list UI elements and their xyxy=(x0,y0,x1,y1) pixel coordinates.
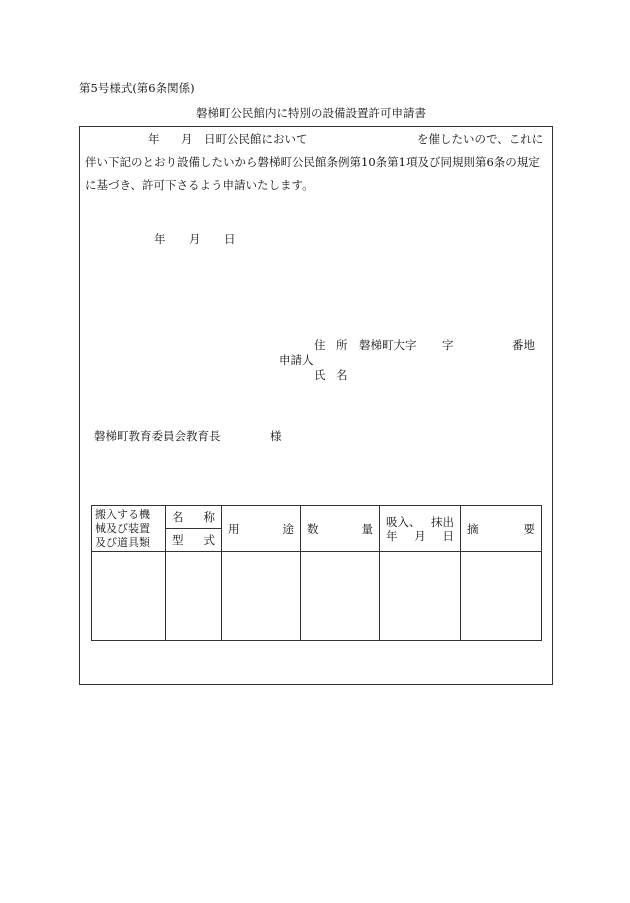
inout-date-cell xyxy=(380,552,461,641)
model-header-char-1: 型 xyxy=(172,533,184,547)
remarks-header-char-1: 摘 xyxy=(467,521,479,536)
equipment-table xyxy=(91,505,542,641)
body-month: 月 xyxy=(181,132,193,146)
name-header-char-2: 称 xyxy=(203,510,215,524)
body-line-2: 伴い下記のとおり設備したいから磐梯町公民館条例第10条第1項及び同規則第6条の規定 xyxy=(85,155,540,169)
inout-header-year: 年 xyxy=(386,528,398,543)
address-label-2: 所 xyxy=(336,338,348,352)
body-day-facility: 日町公民館において xyxy=(204,132,308,146)
date-month: 月 xyxy=(189,232,201,246)
name-model-cell xyxy=(166,552,222,641)
quantity-header-char-2: 量 xyxy=(361,521,373,536)
name-label-1: 氏 xyxy=(314,368,326,382)
addressee-recipient: 磐梯町教育委員会教育長 xyxy=(94,429,221,443)
body-line-3: に基づき、許可下さるよう申請いたします。 xyxy=(85,178,314,192)
remarks-header xyxy=(461,506,542,552)
usage-cell xyxy=(222,552,301,641)
applicant-label: 申請人 xyxy=(279,353,314,367)
address-label-1: 住 xyxy=(314,338,326,352)
aza: 字 xyxy=(442,338,454,352)
quantity-cell xyxy=(301,552,380,641)
usage-header xyxy=(222,506,301,552)
form-number: 第5号様式(第6条関係) xyxy=(79,81,195,95)
date-day: 日 xyxy=(224,232,236,246)
equipment-header-line-1: 搬入する機 xyxy=(95,507,150,521)
inout-header-part-1: 吸入、 xyxy=(386,514,421,529)
date-year: 年 xyxy=(154,232,166,246)
form-title: 磐梯町公民館内に特別の設備設置許可申請書 xyxy=(196,106,426,120)
remarks-cell xyxy=(461,552,542,641)
equipment-header-line-2: 械及び装置 xyxy=(95,521,150,535)
name-header xyxy=(166,506,222,529)
addressee-honorific: 様 xyxy=(270,429,282,443)
body-purpose: を催したいので、これに xyxy=(417,132,544,146)
quantity-header xyxy=(301,506,380,552)
inout-header-day: 日 xyxy=(442,528,454,543)
inout-date-header xyxy=(380,506,461,552)
model-header-char-2: 式 xyxy=(203,533,215,547)
usage-header-char-1: 用 xyxy=(228,521,240,536)
address-town: 磐梯町大字 xyxy=(359,338,417,352)
name-header-char-1: 名 xyxy=(172,510,184,524)
equipment-header-line-3: 及び道具類 xyxy=(95,535,150,549)
usage-header-char-2: 途 xyxy=(282,521,294,536)
inout-header-part-2: 抹出 xyxy=(431,514,454,529)
quantity-header-char-1: 数 xyxy=(307,521,319,536)
body-year: 年 xyxy=(148,132,160,146)
model-header xyxy=(166,529,222,552)
inout-header-month: 月 xyxy=(414,528,426,543)
remarks-header-char-2: 要 xyxy=(523,521,535,536)
equipment-header xyxy=(92,506,166,552)
equipment-cell xyxy=(92,552,166,641)
name-label-2: 名 xyxy=(336,368,348,382)
banchi: 番地 xyxy=(512,338,535,352)
